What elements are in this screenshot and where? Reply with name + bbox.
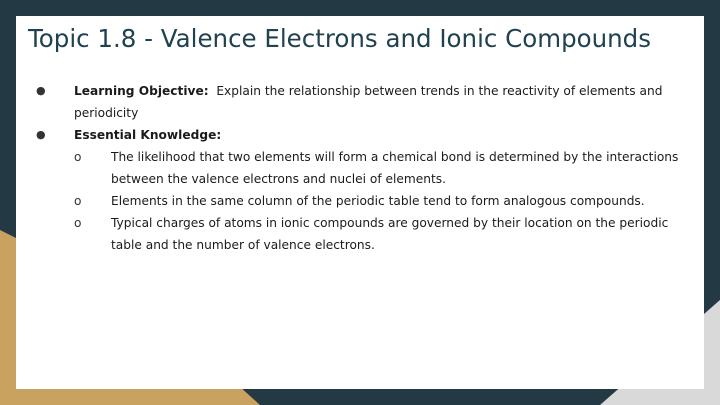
sub-bullet-text: Elements in the same column of the periodic table tend to form analogous compounds. [111,194,645,208]
essential-knowledge-sublist [74,146,692,256]
sub-bullet-item [74,190,692,212]
slide-body [36,80,692,256]
sub-bullet-item [74,212,692,256]
slide-card [16,16,704,389]
bullet-essential-knowledge [36,124,692,256]
sub-bullet-text: Typical charges of atoms in ionic compounds are governed by their location on the periodic table and the number of valence electrons. [111,216,669,252]
essential-knowledge-label: Essential Knowledge: [74,128,222,142]
sub-bullet-text: The likelihood that two elements will form a chemical bond is determined by the interactions between the valence electrons and nuclei of elements. [111,150,679,186]
bullet-dot-icon: ● [36,128,46,141]
slide-title: Topic 1.8 - Valence Electrons and Ionic Compounds [28,24,652,53]
hollow-circle-icon: o [74,194,82,208]
learning-objective-text: Explain the relationship between trends in the reactivity of elements and periodicity [74,84,663,120]
hollow-circle-icon: o [74,150,82,164]
bullet-learning-objective [36,80,692,124]
bullet-dot-icon: ● [36,84,46,97]
bullet-list [36,80,692,256]
learning-objective-label: Learning Objective: [74,84,209,98]
sub-bullet-item [74,146,692,190]
hollow-circle-icon: o [74,216,82,230]
